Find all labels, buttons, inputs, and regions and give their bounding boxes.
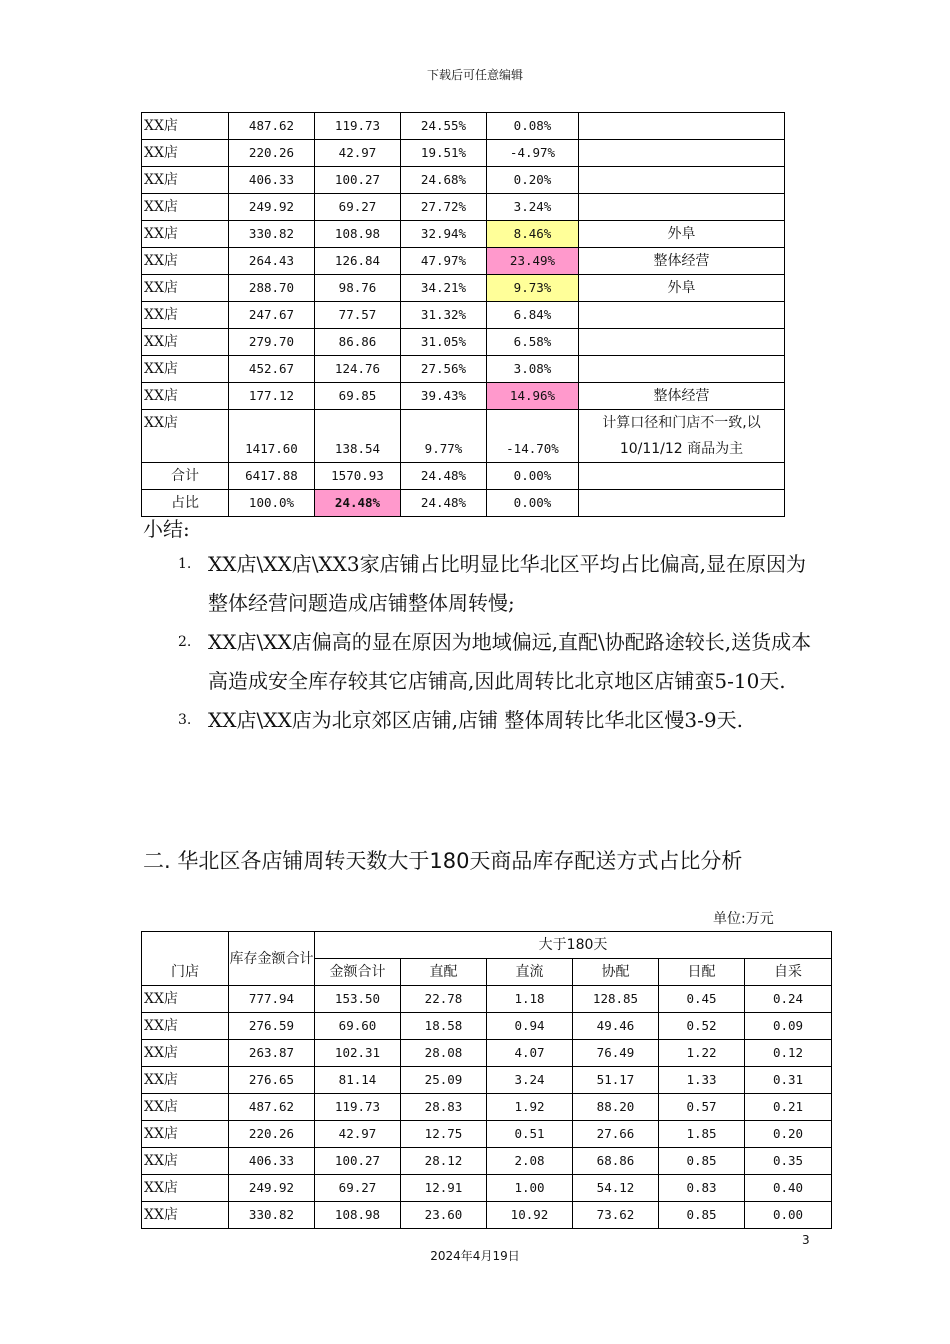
col-group-header: 大于180天	[315, 932, 832, 959]
cell-c4: -4.97%	[487, 140, 579, 167]
cell-c2: 138.54	[315, 410, 401, 463]
cell-note	[579, 329, 785, 356]
cell-c4: 6.84%	[487, 302, 579, 329]
store-name: XX店	[142, 329, 229, 356]
cell-stock-total: 263.87	[229, 1040, 315, 1067]
store-name: XX店	[142, 356, 229, 383]
cell-store-name: XX店	[142, 1148, 229, 1175]
cell-c2: 108.98	[315, 221, 401, 248]
cell-note: 外阜	[579, 275, 785, 302]
cell-c1: 247.67	[229, 302, 315, 329]
cell-c2: 1570.93	[315, 463, 401, 490]
cell-note	[579, 194, 785, 221]
cell-coop: 27.66	[573, 1121, 659, 1148]
cell-self: 0.00	[745, 1202, 832, 1229]
table-row	[142, 140, 785, 167]
cell-c3: 34.21%	[401, 275, 487, 302]
cell-flow: 1.00	[487, 1175, 573, 1202]
table-row	[142, 248, 785, 275]
cell-daily: 1.33	[659, 1067, 745, 1094]
summary-item-number: 2.	[178, 634, 192, 650]
cell-direct: 28.08	[401, 1040, 487, 1067]
total-row	[142, 463, 785, 490]
cell-stock-total: 220.26	[229, 1121, 315, 1148]
cell-c3: 47.97%	[401, 248, 487, 275]
cell-note	[579, 410, 785, 463]
table-row	[142, 275, 785, 302]
cell-c3: 9.77%	[401, 410, 487, 463]
table-row	[142, 356, 785, 383]
cell-coop: 54.12	[573, 1175, 659, 1202]
summary-item	[178, 545, 818, 623]
summary-item-text: XX店\XX店偏高的显在原因为地域偏远,直配\协配路途较长,送货成本高造成安全库存较其它店铺高,因此周转比北京地区店铺蛮5-10天.	[208, 630, 812, 693]
table-row	[142, 1013, 832, 1040]
store-name: XX店	[142, 410, 229, 463]
cell-amount-total: 100.27	[315, 1148, 401, 1175]
cell-store-name: XX店	[142, 1067, 229, 1094]
summary-item-number: 3.	[178, 712, 192, 728]
cell-note: 整体经营	[579, 383, 785, 410]
cell-c4: 0.20%	[487, 167, 579, 194]
cell-c4: -14.70%	[487, 410, 579, 463]
col-self-header: 自采	[745, 959, 832, 986]
cell-store-name: XX店	[142, 986, 229, 1013]
cell-note	[579, 463, 785, 490]
cell-c1: 264.43	[229, 248, 315, 275]
cell-flow: 0.94	[487, 1013, 573, 1040]
cell-c2: 24.48%	[315, 490, 401, 517]
distribution-table-body	[142, 986, 832, 1229]
table-row	[142, 986, 832, 1013]
cell-daily: 0.57	[659, 1094, 745, 1121]
cell-amount-total: 108.98	[315, 1202, 401, 1229]
cell-c3: 27.72%	[401, 194, 487, 221]
cell-c2: 98.76	[315, 275, 401, 302]
cell-self: 0.31	[745, 1067, 832, 1094]
row-label: 占比	[142, 490, 229, 517]
cell-self: 0.24	[745, 986, 832, 1013]
col-coop-header: 协配	[573, 959, 659, 986]
col-direct-header: 直配	[401, 959, 487, 986]
cell-amount-total: 153.50	[315, 986, 401, 1013]
cell-c1: 406.33	[229, 167, 315, 194]
cell-coop: 128.85	[573, 986, 659, 1013]
summary-list	[178, 545, 818, 740]
table-row	[142, 1121, 832, 1148]
cell-self: 0.21	[745, 1094, 832, 1121]
cell-store-name: XX店	[142, 1013, 229, 1040]
cell-direct: 18.58	[401, 1013, 487, 1040]
note-line-1: 计算口径和门店不一致,以	[602, 415, 761, 431]
cell-flow: 1.18	[487, 986, 573, 1013]
cell-stock-total: 330.82	[229, 1202, 315, 1229]
store-name: XX店	[142, 113, 229, 140]
table-row	[142, 383, 785, 410]
table-row	[142, 329, 785, 356]
cell-c4: 3.24%	[487, 194, 579, 221]
cell-c1: 452.67	[229, 356, 315, 383]
store-name: XX店	[142, 248, 229, 275]
cell-amount-total: 69.60	[315, 1013, 401, 1040]
cell-note	[579, 356, 785, 383]
cell-store-name: XX店	[142, 1121, 229, 1148]
ratio-row	[142, 490, 785, 517]
cell-c1: 249.92	[229, 194, 315, 221]
store-name: XX店	[142, 302, 229, 329]
cell-note: 外阜	[579, 221, 785, 248]
cell-flow: 0.51	[487, 1121, 573, 1148]
cell-amount-total: 42.97	[315, 1121, 401, 1148]
cell-c3: 31.32%	[401, 302, 487, 329]
cell-daily: 1.85	[659, 1121, 745, 1148]
cell-self: 0.20	[745, 1121, 832, 1148]
page-number: 3	[802, 1233, 810, 1247]
footer-date: 2024年4月19日	[430, 1249, 520, 1263]
cell-coop: 49.46	[573, 1013, 659, 1040]
distribution-table	[141, 931, 832, 1229]
cell-amount-total: 119.73	[315, 1094, 401, 1121]
cell-c1: 1417.60	[229, 410, 315, 463]
cell-c3: 27.56%	[401, 356, 487, 383]
table-row	[142, 167, 785, 194]
store-turnover-table	[141, 112, 785, 517]
cell-c4: 14.96%	[487, 383, 579, 410]
cell-note	[579, 140, 785, 167]
cell-c4: 0.08%	[487, 113, 579, 140]
summary-title: 小结:	[143, 517, 190, 541]
cell-amount-total: 69.27	[315, 1175, 401, 1202]
cell-note	[579, 113, 785, 140]
table-row	[142, 1040, 832, 1067]
cell-flow: 3.24	[487, 1067, 573, 1094]
header-note: 下载后可任意编辑	[426, 68, 523, 82]
table-row	[142, 194, 785, 221]
unit-label: 单位:万元	[713, 911, 774, 927]
distribution-table-head	[142, 932, 832, 986]
table-row	[142, 1202, 832, 1229]
cell-coop: 76.49	[573, 1040, 659, 1067]
table-row	[142, 221, 785, 248]
cell-c2: 69.85	[315, 383, 401, 410]
cell-flow: 4.07	[487, 1040, 573, 1067]
cell-store-name: XX店	[142, 1094, 229, 1121]
cell-c4: 23.49%	[487, 248, 579, 275]
cell-flow: 10.92	[487, 1202, 573, 1229]
table-row	[142, 113, 785, 140]
cell-daily: 1.22	[659, 1040, 745, 1067]
table-row	[142, 1148, 832, 1175]
col-daily-header: 日配	[659, 959, 745, 986]
cell-c2: 69.27	[315, 194, 401, 221]
cell-c3: 24.55%	[401, 113, 487, 140]
cell-coop: 88.20	[573, 1094, 659, 1121]
cell-c2: 124.76	[315, 356, 401, 383]
cell-note	[579, 302, 785, 329]
col-amount-header: 金额合计	[315, 959, 401, 986]
cell-direct: 12.75	[401, 1121, 487, 1148]
table-row	[142, 1175, 832, 1202]
cell-c3: 24.48%	[401, 490, 487, 517]
store-name: XX店	[142, 275, 229, 302]
row-label: 合计	[142, 463, 229, 490]
cell-direct: 22.78	[401, 986, 487, 1013]
cell-stock-total: 406.33	[229, 1148, 315, 1175]
cell-c4: 0.00%	[487, 490, 579, 517]
cell-c3: 39.43%	[401, 383, 487, 410]
cell-daily: 0.85	[659, 1202, 745, 1229]
cell-note: 整体经营	[579, 248, 785, 275]
cell-c1: 330.82	[229, 221, 315, 248]
cell-stock-total: 276.65	[229, 1067, 315, 1094]
cell-daily: 0.45	[659, 986, 745, 1013]
cell-c3: 32.94%	[401, 221, 487, 248]
summary-item	[178, 701, 818, 740]
cell-c1: 177.12	[229, 383, 315, 410]
cell-daily: 0.85	[659, 1148, 745, 1175]
store-turnover-table-body	[142, 113, 785, 517]
cell-note	[579, 490, 785, 517]
cell-direct: 28.12	[401, 1148, 487, 1175]
cell-c1: 6417.88	[229, 463, 315, 490]
cell-direct: 12.91	[401, 1175, 487, 1202]
cell-self: 0.12	[745, 1040, 832, 1067]
cell-direct: 25.09	[401, 1067, 487, 1094]
cell-c3: 24.48%	[401, 463, 487, 490]
cell-store-name: XX店	[142, 1202, 229, 1229]
cell-self: 0.40	[745, 1175, 832, 1202]
cell-flow: 1.92	[487, 1094, 573, 1121]
summary-item-text: XX店\XX店\XX3家店铺占比明显比华北区平均占比偏高,显在原因为整体经营问题造成店铺整体周转慢;	[208, 552, 806, 615]
cell-direct: 28.83	[401, 1094, 487, 1121]
cell-direct: 23.60	[401, 1202, 487, 1229]
store-name: XX店	[142, 383, 229, 410]
store-name: XX店	[142, 167, 229, 194]
col-stock-header: 库存金额合计	[229, 932, 315, 986]
cell-c2: 42.97	[315, 140, 401, 167]
cell-c2: 119.73	[315, 113, 401, 140]
cell-amount-total: 81.14	[315, 1067, 401, 1094]
cell-c3: 31.05%	[401, 329, 487, 356]
cell-stock-total: 487.62	[229, 1094, 315, 1121]
table-row	[142, 302, 785, 329]
cell-c2: 86.86	[315, 329, 401, 356]
cell-c3: 19.51%	[401, 140, 487, 167]
cell-c4: 0.00%	[487, 463, 579, 490]
table-row	[142, 1067, 832, 1094]
section-title: 二. 华北区各店铺周转天数大于180天商品库存配送方式占比分析	[143, 849, 743, 873]
cell-store-name: XX店	[142, 1040, 229, 1067]
store-name: XX店	[142, 140, 229, 167]
cell-coop: 68.86	[573, 1148, 659, 1175]
summary-item	[178, 623, 818, 701]
cell-c4: 8.46%	[487, 221, 579, 248]
cell-c4: 6.58%	[487, 329, 579, 356]
table-row-tall	[142, 410, 785, 463]
header-row-1	[142, 932, 832, 959]
cell-stock-total: 777.94	[229, 986, 315, 1013]
cell-self: 0.35	[745, 1148, 832, 1175]
cell-self: 0.09	[745, 1013, 832, 1040]
summary-item-text: XX店\XX店为北京郊区店铺,店铺 整体周转比华北区慢3-9天.	[208, 708, 743, 732]
cell-flow: 2.08	[487, 1148, 573, 1175]
cell-c2: 77.57	[315, 302, 401, 329]
cell-coop: 51.17	[573, 1067, 659, 1094]
cell-daily: 0.83	[659, 1175, 745, 1202]
cell-c1: 288.70	[229, 275, 315, 302]
store-name: XX店	[142, 221, 229, 248]
cell-c2: 100.27	[315, 167, 401, 194]
table-row	[142, 1094, 832, 1121]
cell-store-name: XX店	[142, 1175, 229, 1202]
cell-c4: 3.08%	[487, 356, 579, 383]
cell-c1: 279.70	[229, 329, 315, 356]
cell-note	[579, 167, 785, 194]
note-line-2: 10/11/12 商品为主	[619, 441, 744, 457]
col-store-header: 门店	[142, 932, 229, 986]
cell-c1: 100.0%	[229, 490, 315, 517]
cell-c4: 9.73%	[487, 275, 579, 302]
cell-stock-total: 249.92	[229, 1175, 315, 1202]
col-flow-header: 直流	[487, 959, 573, 986]
cell-coop: 73.62	[573, 1202, 659, 1229]
store-name: XX店	[142, 194, 229, 221]
cell-c1: 487.62	[229, 113, 315, 140]
summary-item-number: 1.	[178, 556, 192, 572]
cell-daily: 0.52	[659, 1013, 745, 1040]
cell-c3: 24.68%	[401, 167, 487, 194]
cell-c2: 126.84	[315, 248, 401, 275]
cell-c1: 220.26	[229, 140, 315, 167]
cell-amount-total: 102.31	[315, 1040, 401, 1067]
cell-stock-total: 276.59	[229, 1013, 315, 1040]
